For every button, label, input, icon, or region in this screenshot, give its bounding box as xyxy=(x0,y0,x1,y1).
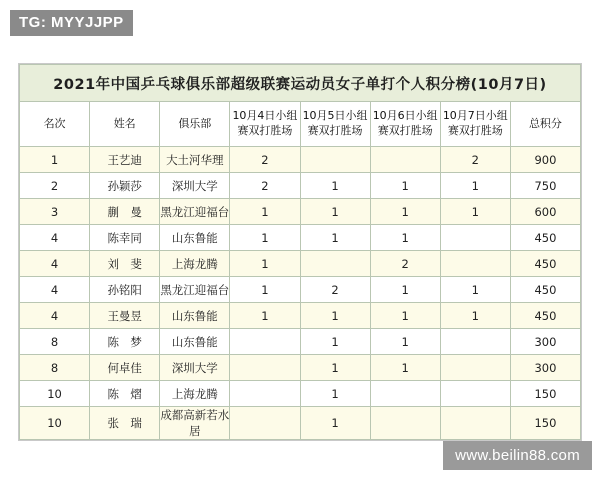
cell-oct4 xyxy=(230,381,300,407)
cell-rank: 4 xyxy=(20,303,90,329)
cell-oct4 xyxy=(230,407,300,440)
table-title: 2021年中国乒乓球俱乐部超级联赛运动员女子单打个人积分榜(10月7日) xyxy=(20,65,581,102)
cell-oct6: 1 xyxy=(370,173,440,199)
cell-oct7: 1 xyxy=(440,173,510,199)
cell-name: 何卓佳 xyxy=(90,355,160,381)
cell-oct4 xyxy=(230,329,300,355)
cell-name: 王曼昱 xyxy=(90,303,160,329)
column-header-club: 俱乐部 xyxy=(160,102,230,147)
table-row xyxy=(20,173,581,199)
table-row xyxy=(20,277,581,303)
cell-oct6: 1 xyxy=(370,355,440,381)
column-header-oct7: 10月7日小组赛双打胜场 xyxy=(440,102,510,147)
cell-name: 孙颖莎 xyxy=(90,173,160,199)
cell-oct7: 1 xyxy=(440,199,510,225)
cell-rank: 8 xyxy=(20,355,90,381)
cell-name: 陈 熠 xyxy=(90,381,160,407)
cell-total: 750 xyxy=(510,173,580,199)
cell-oct6 xyxy=(370,381,440,407)
cell-total: 600 xyxy=(510,199,580,225)
table-row xyxy=(20,225,581,251)
cell-club: 黑龙江迎福台 xyxy=(160,277,230,303)
cell-club: 深圳大学 xyxy=(160,355,230,381)
cell-club: 上海龙腾 xyxy=(160,251,230,277)
cell-total: 900 xyxy=(510,147,580,173)
cell-rank: 10 xyxy=(20,381,90,407)
cell-name: 蒯 曼 xyxy=(90,199,160,225)
cell-club: 黑龙江迎福台 xyxy=(160,199,230,225)
cell-oct7 xyxy=(440,407,510,440)
table-row xyxy=(20,355,581,381)
table-row xyxy=(20,381,581,407)
cell-name: 刘 斐 xyxy=(90,251,160,277)
cell-name: 张 瑞 xyxy=(90,407,160,440)
cell-total: 450 xyxy=(510,251,580,277)
cell-rank: 10 xyxy=(20,407,90,440)
cell-oct5: 1 xyxy=(300,303,370,329)
cell-club: 上海龙腾 xyxy=(160,381,230,407)
cell-name: 王艺迪 xyxy=(90,147,160,173)
cell-oct6: 1 xyxy=(370,303,440,329)
cell-oct4: 1 xyxy=(230,251,300,277)
cell-oct4: 1 xyxy=(230,277,300,303)
cell-oct4 xyxy=(230,355,300,381)
cell-oct5 xyxy=(300,251,370,277)
column-header-name: 姓名 xyxy=(90,102,160,147)
cell-oct6: 1 xyxy=(370,225,440,251)
cell-oct6: 1 xyxy=(370,329,440,355)
cell-oct6: 1 xyxy=(370,277,440,303)
table-row xyxy=(20,407,581,440)
cell-rank: 8 xyxy=(20,329,90,355)
cell-oct5: 1 xyxy=(300,355,370,381)
cell-rank: 4 xyxy=(20,225,90,251)
cell-oct7 xyxy=(440,329,510,355)
cell-rank: 2 xyxy=(20,173,90,199)
table-row xyxy=(20,329,581,355)
cell-oct4: 1 xyxy=(230,303,300,329)
cell-club: 山东鲁能 xyxy=(160,303,230,329)
cell-total: 450 xyxy=(510,225,580,251)
table-row xyxy=(20,199,581,225)
column-header-rank: 名次 xyxy=(20,102,90,147)
cell-club: 山东鲁能 xyxy=(160,329,230,355)
cell-oct7: 1 xyxy=(440,277,510,303)
cell-oct6: 1 xyxy=(370,199,440,225)
cell-name: 孙铭阳 xyxy=(90,277,160,303)
cell-oct7: 2 xyxy=(440,147,510,173)
cell-oct5 xyxy=(300,147,370,173)
cell-club: 深圳大学 xyxy=(160,173,230,199)
table-header-row xyxy=(20,102,581,147)
cell-oct5: 2 xyxy=(300,277,370,303)
cell-name: 陈幸同 xyxy=(90,225,160,251)
cell-club: 大土河华理 xyxy=(160,147,230,173)
cell-oct7 xyxy=(440,225,510,251)
cell-name: 陈 梦 xyxy=(90,329,160,355)
cell-rank: 3 xyxy=(20,199,90,225)
cell-oct4: 2 xyxy=(230,173,300,199)
cell-oct6 xyxy=(370,407,440,440)
cell-total: 300 xyxy=(510,355,580,381)
cell-total: 300 xyxy=(510,329,580,355)
ranking-table-container xyxy=(18,63,582,441)
ranking-table-body xyxy=(20,65,581,440)
cell-rank: 4 xyxy=(20,251,90,277)
cell-total: 150 xyxy=(510,407,580,440)
cell-club: 山东鲁能 xyxy=(160,225,230,251)
cell-total: 150 xyxy=(510,381,580,407)
table-row xyxy=(20,303,581,329)
cell-oct4: 1 xyxy=(230,199,300,225)
cell-oct6 xyxy=(370,147,440,173)
column-header-oct6: 10月6日小组赛双打胜场 xyxy=(370,102,440,147)
column-header-oct5: 10月5日小组赛双打胜场 xyxy=(300,102,370,147)
cell-oct5: 1 xyxy=(300,173,370,199)
table-row xyxy=(20,251,581,277)
table-row xyxy=(20,147,581,173)
cell-oct4: 2 xyxy=(230,147,300,173)
site-watermark: www.beilin88.com xyxy=(443,441,592,470)
column-header-total: 总积分 xyxy=(510,102,580,147)
cell-oct7 xyxy=(440,381,510,407)
column-header-oct4: 10月4日小组赛双打胜场 xyxy=(230,102,300,147)
cell-rank: 4 xyxy=(20,277,90,303)
table-title-row xyxy=(20,65,581,102)
cell-oct5: 1 xyxy=(300,381,370,407)
cell-oct5: 1 xyxy=(300,329,370,355)
cell-oct5: 1 xyxy=(300,225,370,251)
cell-total: 450 xyxy=(510,277,580,303)
cell-oct7: 1 xyxy=(440,303,510,329)
cell-club: 成都高新若水居 xyxy=(160,408,230,438)
cell-total: 450 xyxy=(510,303,580,329)
ranking-table xyxy=(19,64,581,440)
cell-rank: 1 xyxy=(20,147,90,173)
cell-oct5: 1 xyxy=(300,199,370,225)
cell-oct4: 1 xyxy=(230,225,300,251)
cell-oct5: 1 xyxy=(300,407,370,440)
cell-oct7 xyxy=(440,251,510,277)
tg-handle-badge: TG: MYYJJPP xyxy=(10,10,133,36)
cell-oct7 xyxy=(440,355,510,381)
cell-oct6: 2 xyxy=(370,251,440,277)
